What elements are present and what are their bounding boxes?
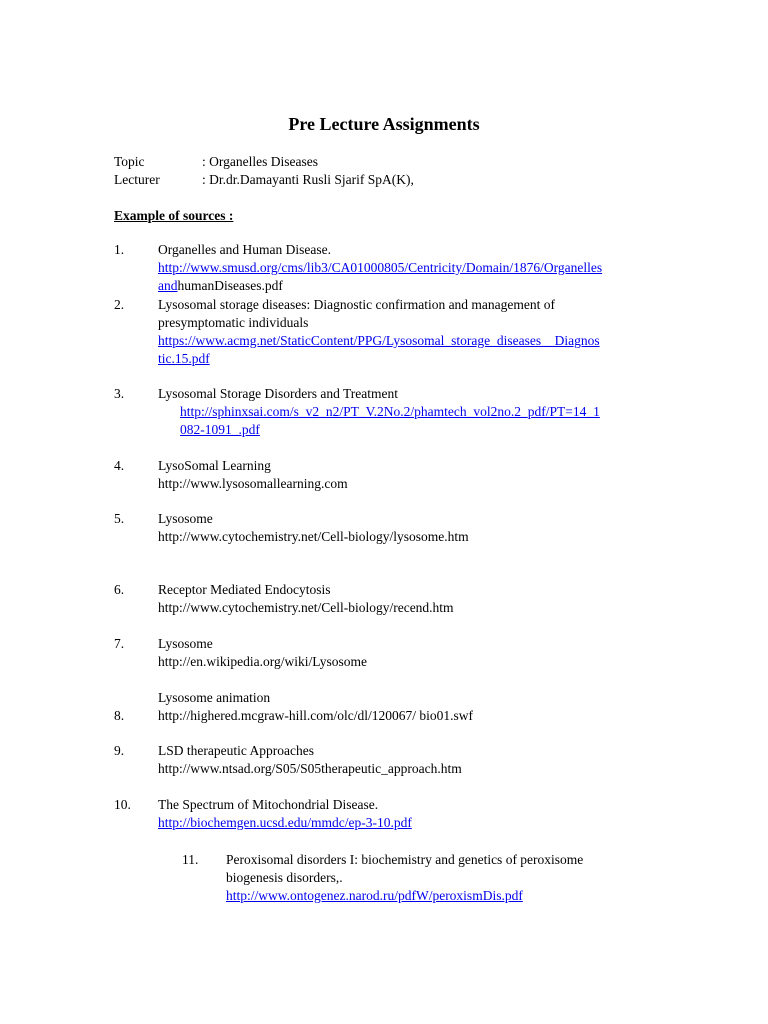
source-link[interactable]: http://sphinxsai.com/s_v2_n2/PT_V.2No.2/phamtech_vol2no.2_pdf/PT=14_1 [180, 404, 600, 419]
item-title: LysoSomal Learning [158, 458, 271, 473]
item-number: 8. [114, 708, 125, 723]
topic-row [114, 153, 318, 171]
list-item [114, 510, 674, 546]
item-title: Lysosomal storage diseases: Diagnostic confirmation and management of [158, 297, 556, 312]
item-number: 9. [114, 743, 125, 758]
source-url: http://en.wikipedia.org/wiki/Lysosome [158, 654, 367, 669]
list-item [114, 385, 674, 439]
list-item [114, 796, 674, 832]
source-url: http://highered.mcgraw-hill.com/olc/dl/120067/ bio01.swf [158, 708, 473, 723]
source-link[interactable]: http://www.smusd.org/cms/lib3/CA01000805/Centricity/Domain/1876/Organelles [158, 260, 603, 275]
item-title: Lysosomal Storage Disorders and Treatment [158, 386, 398, 401]
page-title: Pre Lecture Assignments [288, 114, 480, 134]
source-link-continued[interactable]: 082-1091_.pdf [180, 422, 260, 437]
list-item [114, 635, 674, 671]
source-link-continued[interactable]: tic.15.pdf [158, 351, 210, 366]
item-number: 11. [182, 852, 199, 867]
source-url: http://www.ntsad.org/S05/S05therapeutic_approach.htm [158, 761, 462, 776]
item-title: The Spectrum of Mitochondrial Disease. [158, 797, 379, 812]
item-title: Lysosome animation [158, 690, 271, 705]
item-number: 4. [114, 458, 125, 473]
item-number: 5. [114, 511, 125, 526]
topic-label: Topic [114, 154, 145, 169]
item-title: Lysosome [158, 636, 213, 651]
source-link[interactable]: http://www.ontogenez.narod.ru/pdfW/peroxismDis.pdf [226, 888, 523, 903]
item-title: Lysosome [158, 511, 213, 526]
lecturer-row [114, 171, 414, 189]
item-title: Receptor Mediated Endocytosis [158, 582, 331, 597]
item-number: 10. [114, 797, 131, 812]
sources-heading: Example of sources : [114, 208, 234, 223]
lecturer-value: : Dr.dr.Damayanti Rusli Sjarif SpA(K), [202, 172, 414, 187]
item-number: 3. [114, 386, 125, 401]
source-url: http://www.cytochemistry.net/Cell-biology/recend.htm [158, 600, 454, 615]
source-url: http://www.cytochemistry.net/Cell-biology/lysosome.htm [158, 529, 469, 544]
item-title-continued: presymptomatic individuals [158, 315, 309, 330]
link-suffix-text: humanDiseases.pdf [177, 278, 283, 293]
source-url: http://www.lysosomallearning.com [158, 476, 348, 491]
list-item [114, 296, 674, 368]
item-title-continued: biogenesis disorders,. [226, 870, 343, 885]
lecturer-label: Lecturer [114, 172, 160, 187]
item-number: 7. [114, 636, 125, 651]
item-number: 1. [114, 242, 125, 257]
list-item [114, 689, 674, 725]
list-item [114, 581, 674, 617]
item-number: 2. [114, 297, 125, 312]
item-title: LSD therapeutic Approaches [158, 743, 314, 758]
source-link[interactable]: http://biochemgen.ucsd.edu/mmdc/ep-3-10.pdf [158, 815, 412, 830]
source-link-continued[interactable]: and [158, 278, 178, 293]
list-item [114, 457, 674, 493]
source-link[interactable]: https://www.acmg.net/StaticContent/PPG/Lysosomal_storage_diseases__Diagnos [158, 333, 600, 348]
list-item [182, 851, 682, 905]
list-item [114, 742, 674, 778]
item-title: Peroxisomal disorders I: biochemistry and genetics of peroxisome [226, 852, 584, 867]
item-number: 6. [114, 582, 125, 597]
list-item [114, 241, 674, 295]
item-title: Organelles and Human Disease. [158, 242, 331, 257]
topic-value: : Organelles Diseases [202, 154, 318, 169]
